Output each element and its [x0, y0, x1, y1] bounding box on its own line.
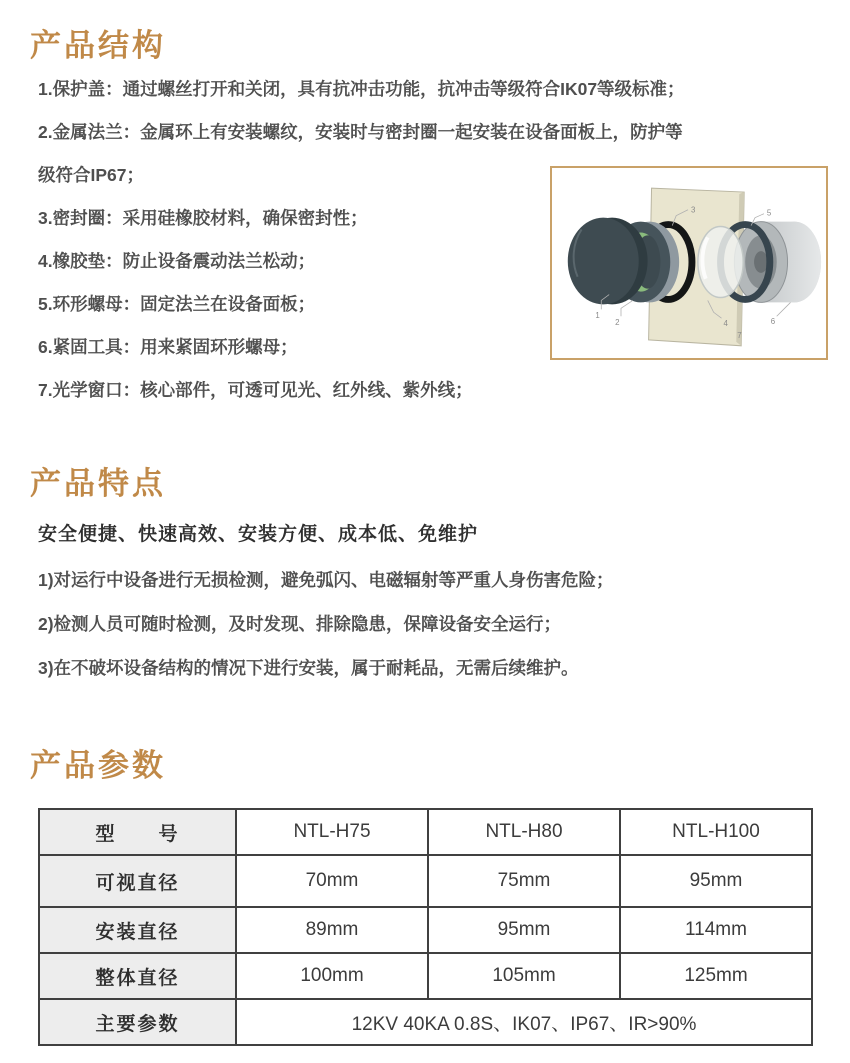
section-title-features: 产品特点 [30, 466, 166, 501]
structure-item: 7.光学窗口：核心部件，可透可见光、红外线、紫外线； [38, 380, 473, 400]
diagram-label-5: 5 [766, 208, 772, 218]
feature-item: 1)对运行中设备进行无损检测，避免弧闪、电磁辐射等严重人身伤害危险； [38, 570, 614, 590]
features-subtitle: 安全便捷、快速高效、安装方便、成本低、免维护 [38, 524, 479, 545]
structure-item: 3.密封圈：采用硅橡胶材料，确保密封性； [38, 208, 368, 228]
diagram-label-3: 3 [690, 205, 696, 215]
leader-line [777, 302, 791, 316]
spec-row-label: 安装直径 [39, 907, 236, 953]
spec-footer-value: 12KV 40KA 0.8S、IK07、IP67、IR>90% [236, 999, 812, 1045]
product-exploded-diagram [550, 166, 828, 360]
diagram-label-2: 2 [615, 318, 620, 328]
leader-line [621, 300, 633, 316]
structure-item: 5.环形螺母：固定法兰在设备面板； [38, 294, 316, 314]
feature-item: 3)在不破坏设备结构的情况下进行安装，属于耐耗品，无需后续维护。 [38, 658, 579, 678]
spec-model-name: NTL-H80 [428, 809, 620, 855]
structure-item-wrap: 级符合IP67； [38, 165, 144, 185]
spec-cell: 125mm [620, 953, 812, 999]
spec-model-name: NTL-H75 [236, 809, 428, 855]
section-title-structure: 产品结构 [30, 28, 166, 63]
protection-cap-shape [568, 218, 648, 305]
diagram-label-6: 6 [770, 317, 776, 327]
feature-item: 2)检测人员可随时检测，及时发现、排除隐患，保障设备安全运行； [38, 614, 562, 634]
diagram-label-4: 4 [723, 319, 728, 329]
spec-table-row [39, 953, 812, 999]
spec-cell: 100mm [236, 953, 428, 999]
spec-cell: 105mm [428, 953, 620, 999]
spec-table-row [39, 855, 812, 907]
spec-cell: 95mm [620, 855, 812, 907]
spec-row-label: 整体直径 [39, 953, 236, 999]
diagram-label-1: 1 [595, 311, 600, 321]
spec-cell: 75mm [428, 855, 620, 907]
spec-row-label: 主要参数 [39, 999, 236, 1045]
diagram-label-7: 7 [737, 330, 742, 340]
structure-item: 2.金属法兰：金属环上有安装螺纹，安装时与密封圈一起安装在设备面板上，防护等 [38, 122, 683, 142]
spec-cell: 114mm [620, 907, 812, 953]
spec-model-name: NTL-H100 [620, 809, 812, 855]
spec-cell: 70mm [236, 855, 428, 907]
exploded-view-illustration [552, 168, 826, 358]
spec-table [38, 808, 813, 1046]
section-title-parameters: 产品参数 [30, 748, 166, 783]
structure-item: 6.紧固工具：用来紧固环形螺母； [38, 337, 298, 357]
spec-cell: 95mm [428, 907, 620, 953]
spec-row-label: 可视直径 [39, 855, 236, 907]
structure-item: 4.橡胶垫：防止设备震动法兰松动； [38, 251, 316, 271]
spec-model-header: 型 号 [39, 809, 236, 855]
optical-window-shape [698, 227, 743, 298]
metal-housing-shape [734, 222, 821, 303]
structure-item: 1.保护盖：通过螺丝打开和关闭，具有抗冲击功能，抗冲击等级符合IK07等级标准； [38, 79, 685, 99]
spec-table-footer-row [39, 999, 812, 1045]
spec-table-row [39, 907, 812, 953]
spec-cell: 89mm [236, 907, 428, 953]
features-list [38, 512, 614, 690]
spec-table-model-row [39, 809, 812, 855]
